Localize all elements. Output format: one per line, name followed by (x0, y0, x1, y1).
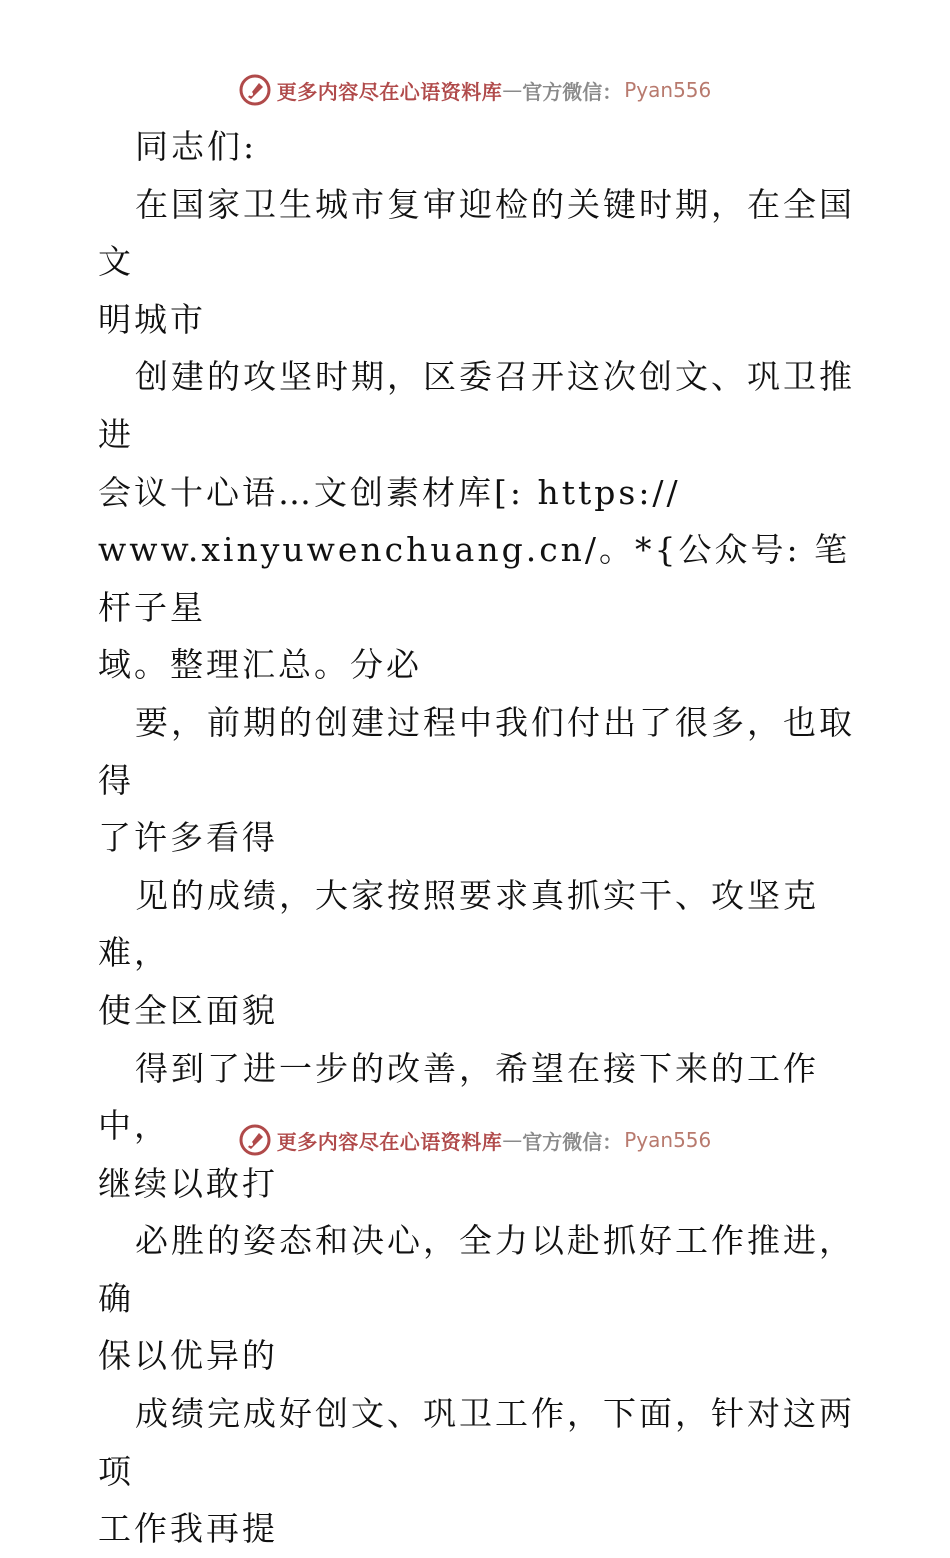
body-text-line: 明城市 (98, 299, 206, 339)
body-text-line: www.xinyuwenchuang.cn/。*{公众号: 笔杆子星 (98, 530, 851, 627)
pen-nib-logo-icon (239, 74, 271, 106)
banner-wechat-label: 官方微信： (522, 79, 623, 104)
banner-dash: — (502, 78, 523, 102)
body-text-line: 要，前期的创建过程中我们付出了很多，也取得 (98, 702, 855, 800)
body-text-line: 工作我再提 (98, 1509, 278, 1549)
banner-wechat-id: Pyan556 (624, 78, 712, 102)
body-text-line: 成绩完成好创文、巩卫工作，下面，针对这两项 (98, 1394, 855, 1491)
banner-dash: — (502, 1128, 523, 1152)
body-text-line: 得到了进一步的改善，希望在接下来的工作中， (98, 1048, 819, 1146)
banner-wechat-label: 官方微信： (522, 1129, 623, 1154)
pen-nib-logo-icon (239, 1124, 271, 1156)
header-banner (0, 70, 950, 110)
banner-main-text: 更多内容尽在心语资料库 (276, 79, 503, 104)
body-text-line: 继续以敢打 (98, 1163, 278, 1203)
body-text-line: 在国家卫生城市复审迎检的关键时期，在全国文 (98, 184, 855, 282)
body-text-line: 创建的攻坚时期，区委召开这次创文、巩卫推进 (98, 357, 855, 454)
body-text-line: 保以优异的 (98, 1336, 278, 1376)
body-text-line: 必胜的姿态和决心，全力以赴抓好工作推进，确 (98, 1221, 855, 1318)
footer-banner (0, 1120, 950, 1160)
body-text-line: 域。整理汇总。分必 (98, 645, 422, 685)
banner-wechat-id: Pyan556 (624, 1128, 712, 1152)
body-text-line: 同志们: (135, 127, 258, 166)
body-text-line: 了许多看得 (98, 818, 278, 858)
body-text-line: 会议十心语…文创素材库[: https:// (98, 472, 681, 512)
document-body (98, 118, 858, 1558)
body-text-line: 见的成绩，大家按照要求真抓实干、攻坚克难， (98, 875, 819, 973)
banner-main-text: 更多内容尽在心语资料库 (276, 1129, 503, 1154)
body-text-line: 使全区面貌 (98, 990, 278, 1030)
